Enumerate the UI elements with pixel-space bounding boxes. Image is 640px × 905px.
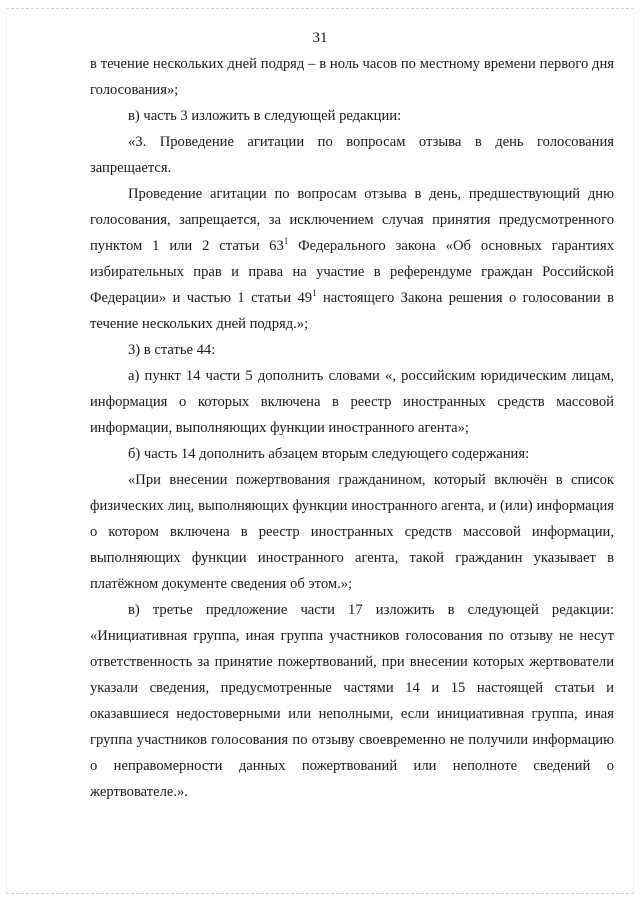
scan-edge-bottom: [6, 893, 634, 894]
scan-edge-left: [6, 8, 7, 893]
superscript-index: 1: [312, 288, 317, 298]
paragraph-continuation: в течение нескольких дней подряд – в ноль часов по местному времени первого дня голосования»;: [90, 56, 614, 98]
paragraph-text-part: Проведение агитации по вопросам отзыва в день, предшествующий дню голосования, запрещается, за исключением случая принятия предусмотренного пунктом 1 или 2 статьи 63: [90, 186, 614, 254]
paragraph-text-part: Федерального закона «Об основных гарантиях избирательных прав и права на участие в референдуме граждан Российской Федерации» и частью 1 статьи 49: [90, 238, 614, 306]
paragraph-article-44: 3) в статье 44:: [128, 342, 216, 358]
scan-edge-top: [6, 8, 634, 9]
paragraph-text-part: настоящего Закона решения о голосовании в течение нескольких дней подряд.»;: [90, 290, 614, 332]
paragraph-donation-citizen: «При внесении пожертвования гражданином, который включён в список физических лиц, выполняющих функции иностранного агента, и (или) информация о котором включена в реестр иностранных средств массовой информации, выполняющих функции иностранного агента, такой гражданин указывает в платёжном документе сведения об этом.»;: [90, 472, 614, 592]
document-body: [90, 51, 614, 805]
paragraph-agitation-ban: «3. Проведение агитации по вопросам отзыва в день голосования запрещается.: [90, 134, 614, 176]
paragraph-amendment-a: а) пункт 14 части 5 дополнить словами «, российским юридическим лицам, информация о которых включена в реестр иностранных средств массовой информации, выполняющих функции иностранного агента»;: [90, 368, 614, 436]
paragraph-agitation-day-before: [90, 181, 614, 337]
paragraph-amendment-b: б) часть 14 дополнить абзацем вторым следующего содержания:: [128, 446, 530, 462]
paragraph-amendment-v-part-17: в) третье предложение части 17 изложить в следующей редакции: «Инициативная группа, иная группа участников голосования по отзыву не несут ответственность за принятие пожертвований, при внесении которых жертвователи указали сведения, предусмотренные частями 14 и 15 настоящей статьи и оказавшиеся недостоверными или неполными, если инициативная группа, иная группа участников голосования по отзыву своевременно не получили информацию о неправомерности данных пожертвований или неполноте сведений о жертвователе.».: [90, 602, 614, 800]
scan-edge-right: [633, 8, 634, 893]
superscript-index: 1: [283, 236, 289, 246]
page-number: 31: [312, 30, 328, 46]
paragraph-amendment-v-part-3: в) часть 3 изложить в следующей редакции:: [128, 108, 402, 124]
